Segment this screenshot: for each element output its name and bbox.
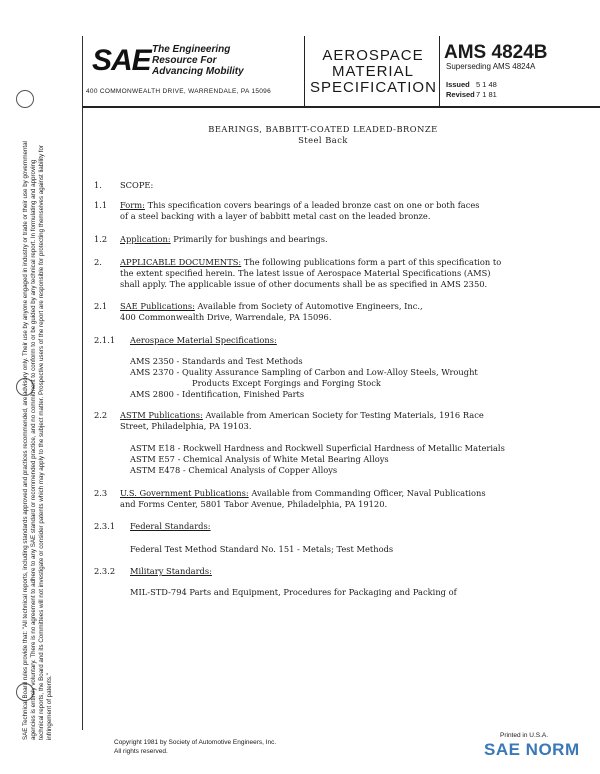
section-heading: ASTM Publications: <box>120 410 203 420</box>
section-text-continued: of a steel backing with a layer of babbitt metal cast on the leaded bronze. <box>120 211 431 221</box>
section-number: 2.3.2 <box>94 566 116 576</box>
sae-logo-text: SAE <box>92 44 151 77</box>
section-heading: SCOPE: <box>120 180 154 190</box>
federal-standard-item: Federal Test Method Standard No. 151 - Metals; Test Methods <box>130 544 394 554</box>
section-heading: Form: <box>120 200 145 210</box>
spec-type-line-3: SPECIFICATION <box>310 79 437 96</box>
section-heading: APPLICABLE DOCUMENTS: <box>120 257 242 267</box>
doc-title: BEARINGS, BABBITT-COATED LEADED-BRONZE <box>208 124 438 134</box>
section-text: Available from American Society for Testing Materials, 1916 Race <box>205 410 484 420</box>
section-2-1-1 <box>94 335 277 346</box>
spec-type <box>310 48 436 96</box>
section-heading: Aerospace Material Specifications: <box>130 335 277 345</box>
printed-in: Printed in U.S.A. <box>500 732 549 739</box>
doc-subtitle: Steel Back <box>298 135 348 145</box>
section-1-2 <box>94 234 328 245</box>
superseding-note: Superseding AMS 4824A <box>446 62 536 71</box>
section-text: This specification covers bearings of a leaded bronze cast on one or both faces <box>147 200 480 210</box>
section-2-1 <box>94 301 423 312</box>
section-heading: U.S. Government Publications: <box>120 488 249 498</box>
ams-number: AMS 4824B <box>444 42 548 63</box>
section-number: 2.3 <box>94 488 108 498</box>
copyright-notice <box>114 738 276 756</box>
section-number: 2. <box>94 257 102 267</box>
ams-list-item: AMS 2800 - Identification, Finished Parts <box>130 389 305 399</box>
issued-row <box>446 80 497 90</box>
revised-label: Revised <box>446 90 475 99</box>
section-heading: Military Standards: <box>130 566 212 576</box>
spec-type-line-2: MATERIAL <box>332 63 414 80</box>
binder-hole-top <box>16 90 34 108</box>
astm-list-item: ASTM E478 - Chemical Analysis of Copper Alloys <box>130 465 338 475</box>
section-number: 1.1 <box>94 200 108 210</box>
section-2-3-1 <box>94 521 211 532</box>
issued-value: 5 1 48 <box>476 80 497 89</box>
section-text-continued: 400 Commonwealth Drive, Warrendale, PA 15096. <box>120 312 332 322</box>
sae-norm-watermark: SAE NORM <box>484 740 580 759</box>
section-2-2 <box>94 410 484 421</box>
technical-board-notice: SAE Technical Board rules provide that: "All technical reports, including standards approved and practices recommended, are advisory only. Their use by anyone engaged in industry or trade or their use by governmental agencies is entirely voluntary. There is no agreement to adhere to any SAE standard or recommended practice, and no commitment to conform to or be guided by any technical report. In formulating and approving technical reports, the Board and its Committees will not investigate or consider patents which may apply to the subject matter. Prospective users of the report are responsible for protecting themselves against liability for infringement of patents." <box>22 141 53 740</box>
section-text: Available from Society of Automotive Engineers, Inc., <box>197 301 423 311</box>
section-1 <box>94 180 153 191</box>
ams-list-item-continued: Products Except Forgings and Forging Stock <box>192 378 381 388</box>
spec-type-line-1: AEROSPACE <box>322 47 424 64</box>
section-number: 2.1 <box>94 301 108 311</box>
section-2 <box>94 257 501 268</box>
ams-list-item: AMS 2370 - Quality Assurance Sampling of Carbon and Low-Alloy Steels, Wrought <box>130 367 478 377</box>
ams-list-item: AMS 2350 - Standards and Test Methods <box>130 356 303 366</box>
section-heading: Federal Standards: <box>130 521 211 531</box>
section-text-continued: shall apply. The applicable issue of other documents shall be as specified in AMS 2350. <box>120 279 488 289</box>
document-header <box>82 36 600 108</box>
section-number: 1.2 <box>94 234 108 244</box>
copyright-line: Copyright 1981 by Society of Automotive Engineers, Inc. <box>114 739 277 746</box>
header-divider <box>439 36 440 106</box>
military-standard-item: MIL-STD-794 Parts and Equipment, Procedures for Packaging and Packing of <box>130 587 457 597</box>
issue-dates <box>446 80 497 100</box>
section-text: The following publications form a part of this specification to <box>243 257 502 267</box>
margin-rule <box>82 36 83 730</box>
astm-list-item: ASTM E57 - Chemical Analysis of White Metal Bearing Alloys <box>130 454 389 464</box>
section-1-1 <box>94 200 480 211</box>
sae-address: 400 COMMONWEALTH DRIVE, WARRENDALE, PA 15096 <box>86 88 272 95</box>
section-2-3 <box>94 488 486 499</box>
section-text: Available from Commanding Officer, Naval Publications <box>251 488 486 498</box>
section-number: 1. <box>94 180 102 190</box>
section-text-continued: Street, Philadelphia, PA 19103. <box>120 421 252 431</box>
header-divider <box>304 36 305 106</box>
section-number: 2.1.1 <box>94 335 116 345</box>
revised-row <box>446 90 497 100</box>
section-text-continued: the extent specified herein. The latest issue of Aerospace Material Specifications (AMS) <box>120 268 491 278</box>
astm-list-item: ASTM E18 - Rockwell Hardness and Rockwell Superficial Hardness of Metallic Materials <box>130 443 505 453</box>
section-2-3-2 <box>94 566 212 577</box>
rights-line: All rights reserved. <box>114 748 168 755</box>
tagline-line-2: Resource For <box>152 55 217 66</box>
section-heading: Application: <box>120 234 171 244</box>
section-heading: SAE Publications: <box>120 301 195 311</box>
section-text: Primarily for bushings and bearings. <box>173 234 328 244</box>
tagline-line-3: Advancing Mobility <box>152 66 244 77</box>
section-number: 2.2 <box>94 410 108 420</box>
section-text-continued: and Forms Center, 5801 Tabor Avenue, Philadelphia, PA 19120. <box>120 499 388 509</box>
section-number: 2.3.1 <box>94 521 116 531</box>
issued-label: Issued <box>446 80 470 89</box>
tagline-line-1: The Engineering <box>152 44 231 55</box>
revised-value: 7 1 81 <box>476 90 497 99</box>
sae-tagline <box>152 44 244 77</box>
